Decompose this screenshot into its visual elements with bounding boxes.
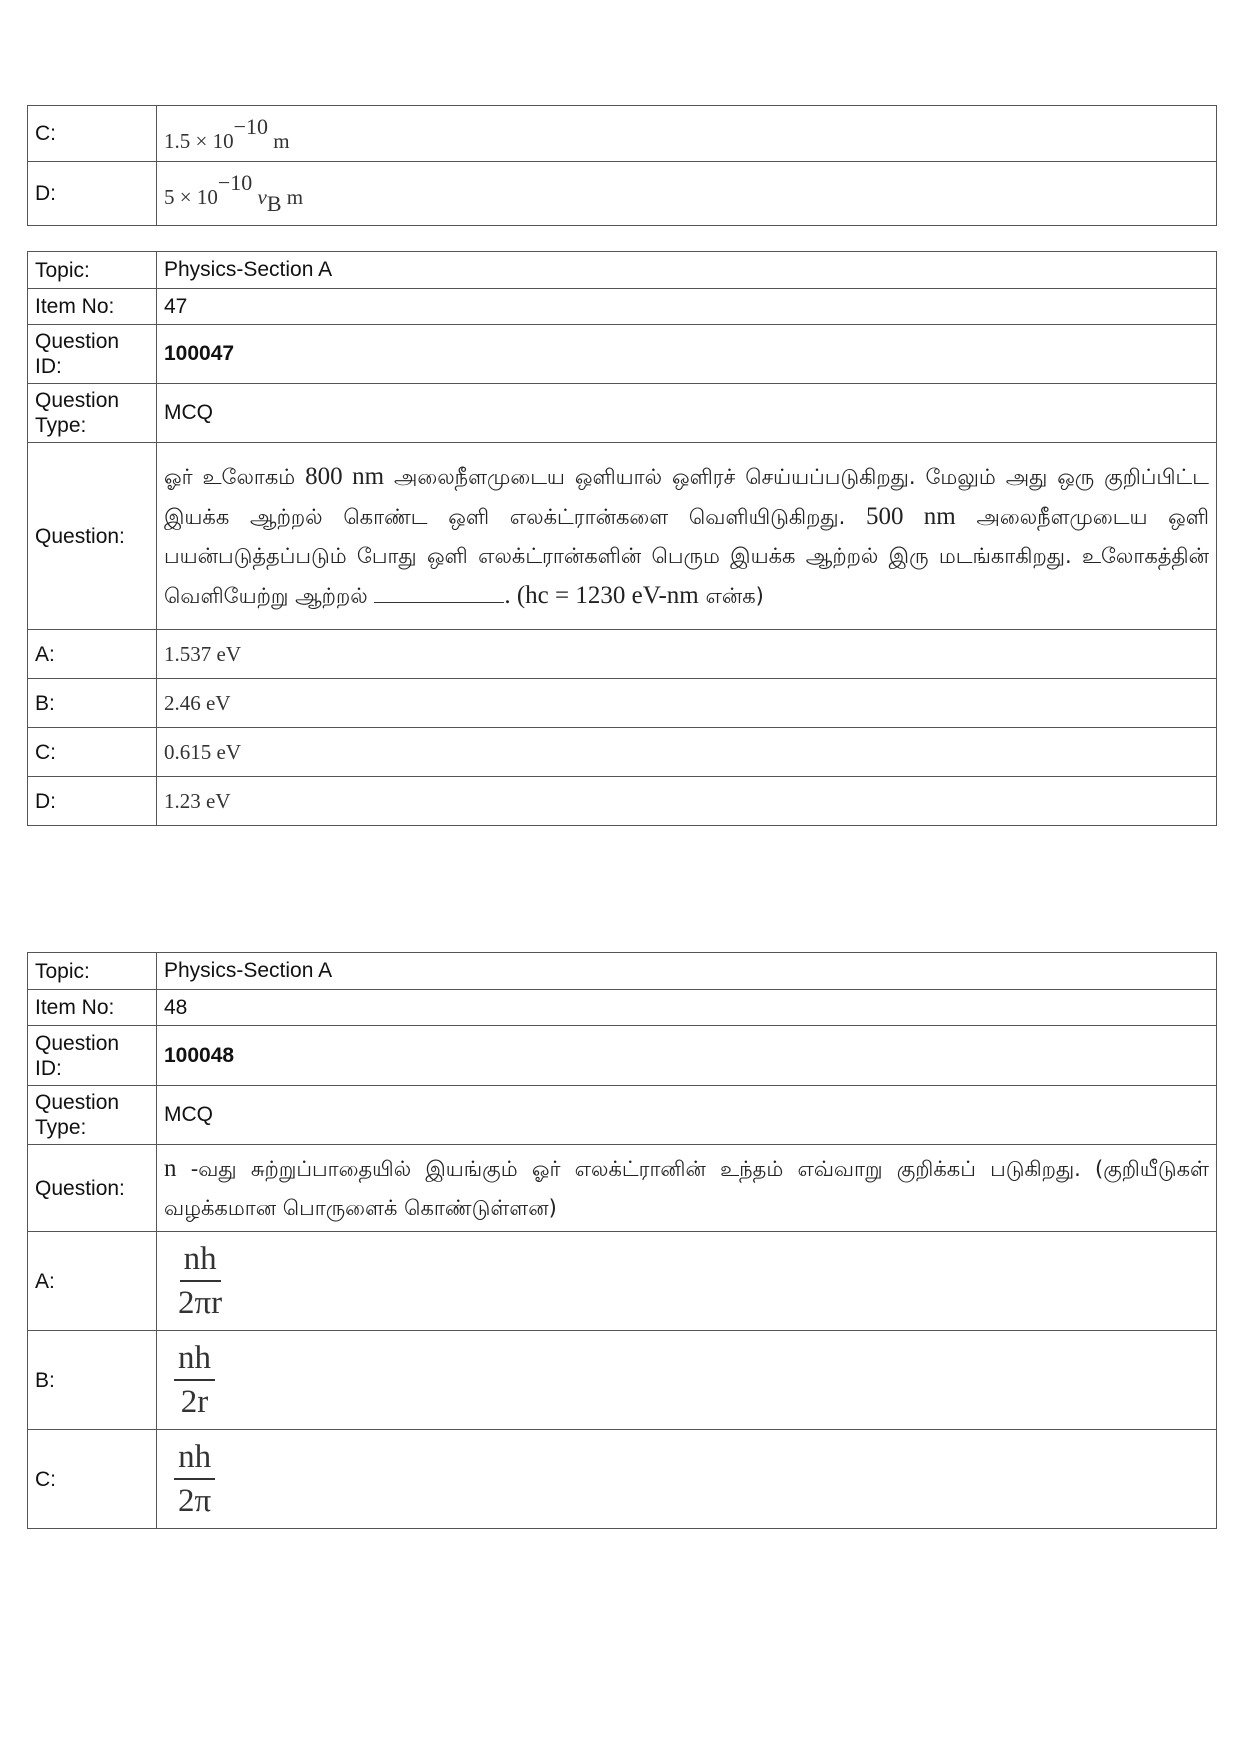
fraction: $\frac{nh}{2\pi}$	[174, 1438, 215, 1520]
question-id-row	[28, 325, 1217, 384]
option-value: 2.46 eV	[157, 679, 1217, 728]
question-type-label: Question Type:	[28, 1086, 157, 1145]
fraction: $\frac{nh}{2r}$	[174, 1339, 215, 1421]
question-label: Question:	[28, 1145, 157, 1232]
question-type-label: Question Type:	[28, 384, 157, 443]
option-label: A:	[28, 630, 157, 679]
question-id-row	[28, 1026, 1217, 1086]
option-label: B:	[28, 1331, 157, 1430]
option-label: B:	[28, 679, 157, 728]
item-no-value: 48	[157, 990, 1217, 1026]
item-no-row	[28, 289, 1217, 325]
question-id-label: Question ID:	[28, 325, 157, 384]
question-text: ஓர் உலோகம் 800 nm அலைநீளமுடைய ஒளியால் ஒளிரச் செய்யப்படுகிறது. மேலும் அது ஒரு குறிப்பிட்ட இயக்க ஆற்றல் கொண்ட ஒளி எலக்ட்ரான்களை வெளியிடுகிறது. 500 nm அலைநீளமுடைய ஒளி பயன்படுத்தப்படும் போது ஒளி எலக்ட்ரான்களின் பெரும இயக்க ஆற்றல் இரு மடங்காகிறது. உலோகத்தின் வெளியேற்று ஆற்றல் . (hc = 1230 eV-nm என்க)	[157, 443, 1217, 630]
fraction: $\frac{nh}{2\pi r}$	[178, 1241, 223, 1321]
option-value	[157, 1331, 1217, 1430]
option-value: $5 \times 10^{-10}$ $v_B$ m	[157, 162, 1217, 226]
option-label: D:	[28, 777, 157, 826]
option-row	[28, 106, 1217, 162]
option-label: D:	[28, 162, 157, 226]
option-row	[28, 162, 1217, 226]
option-label: C:	[28, 728, 157, 777]
question-label: Question:	[28, 443, 157, 630]
option-value	[157, 1232, 1217, 1331]
answer-blank	[374, 578, 504, 603]
item-no-value: 47	[157, 289, 1217, 325]
option-a-row	[28, 1232, 1217, 1331]
option-value: 1.23 eV	[157, 777, 1217, 826]
option-label: A:	[28, 1232, 157, 1331]
question-row	[28, 443, 1217, 630]
question-id-value: 100048	[157, 1026, 1217, 1086]
option-label: C:	[28, 1430, 157, 1529]
option-value: $1.5 \times 10^{-10}$ m	[157, 106, 1217, 162]
prev-question-options-table	[27, 105, 1217, 226]
question-row	[28, 1145, 1217, 1232]
question-type-value: MCQ	[157, 1086, 1217, 1145]
topic-row	[28, 252, 1217, 289]
option-c-row	[28, 728, 1217, 777]
option-b-row	[28, 679, 1217, 728]
question-type-row	[28, 1086, 1217, 1145]
topic-row	[28, 953, 1217, 990]
option-c-row	[28, 1430, 1217, 1529]
item-no-label: Item No:	[28, 990, 157, 1026]
question-48-table	[27, 952, 1217, 1529]
topic-label: Topic:	[28, 953, 157, 990]
question-id-value: 100047	[157, 325, 1217, 384]
option-a-row	[28, 630, 1217, 679]
option-label: C:	[28, 106, 157, 162]
question-type-value: MCQ	[157, 384, 1217, 443]
option-d-row	[28, 777, 1217, 826]
question-47-table	[27, 251, 1217, 826]
option-value: 1.537 eV	[157, 630, 1217, 679]
topic-value: Physics-Section A	[157, 953, 1217, 990]
item-no-row	[28, 990, 1217, 1026]
option-value: 0.615 eV	[157, 728, 1217, 777]
option-b-row	[28, 1331, 1217, 1430]
topic-label: Topic:	[28, 252, 157, 289]
topic-value: Physics-Section A	[157, 252, 1217, 289]
item-no-label: Item No:	[28, 289, 157, 325]
question-type-row	[28, 384, 1217, 443]
question-text: n -வது சுற்றுப்பாதையில் இயங்கும் ஓர் எலக்ட்ரானின் உந்தம் எவ்வாறு குறிக்கப் படுகிறது. (குறியீடுகள் வழக்கமான பொருளைக் கொண்டுள்ளன)	[157, 1145, 1217, 1232]
option-value	[157, 1430, 1217, 1529]
question-id-label: Question ID:	[28, 1026, 157, 1086]
